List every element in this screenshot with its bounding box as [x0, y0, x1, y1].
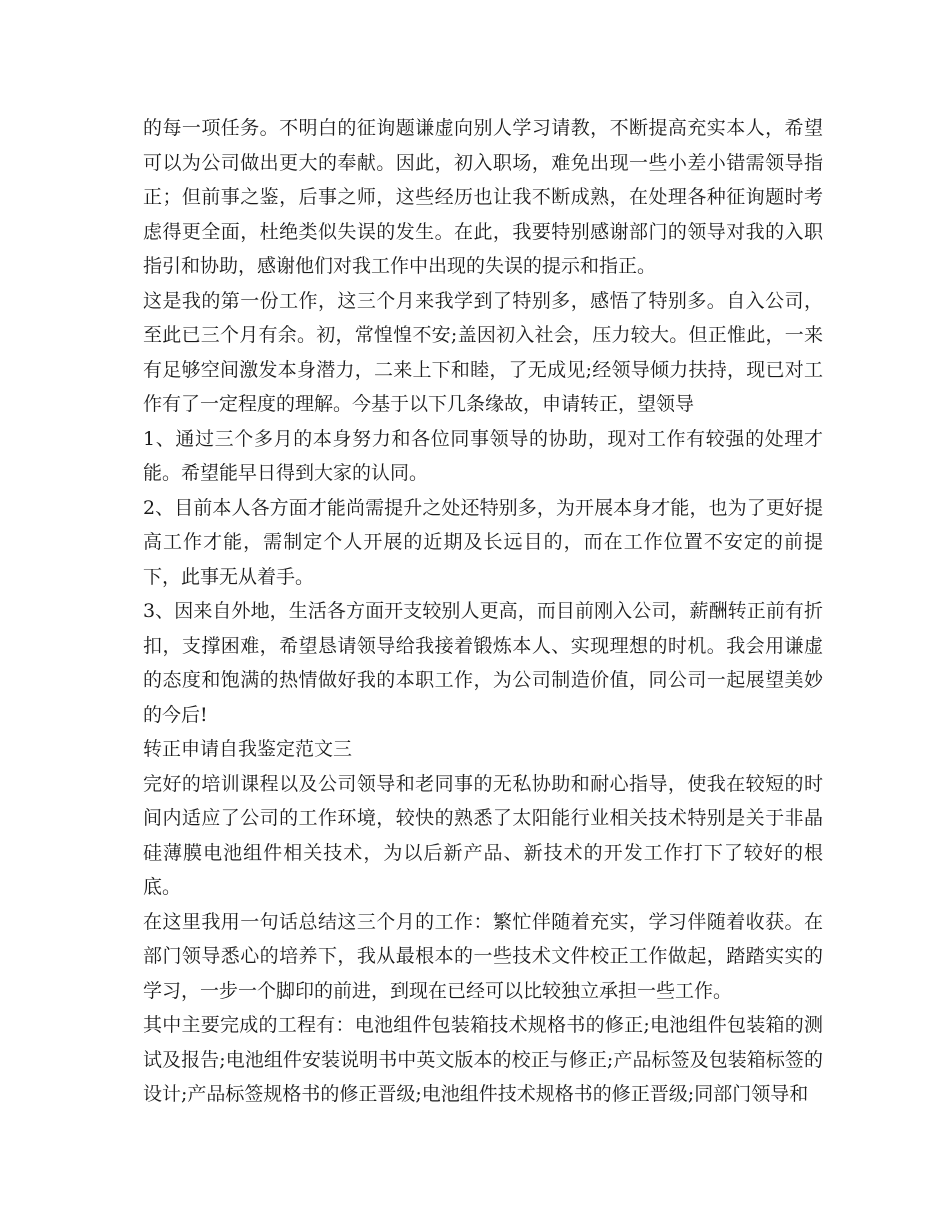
paragraph-summary: 在这里我用一句话总结这三个月的工作：繁忙伴随着充实，学习伴随着收获。在部门领导悉心的培养下，我从最根本的一些技术文件校正工作做起，踏踏实实的学习，一步一个脚印的前进，到现在已经可以比较独立承担一些工作。: [143, 910, 823, 1002]
paragraph-first-job: 这是我的第一份工作，这三个月来我学到了特别多，感悟了特别多。自入公司，至此已三个月有余。初，常惶惶不安;盖因初入社会，压力较大。但正惟此，一来有足够空间激发本身潜力，二来上下和睦，了无成见;经领导倾力扶持，现已对工作有了一定程度的理解。今基于以下几条缘故，申请转正，望领导: [143, 289, 823, 415]
paragraph-reason-1: 1、通过三个多月的本身努力和各位同事领导的协助，现对工作有较强的处理才能。希望能早日得到大家的认同。: [143, 427, 823, 484]
paragraph-reason-2: 2、目前本人各方面才能尚需提升之处还特别多，为开展本身才能，也为了更好提高工作才能，需制定个人开展的近期及长远目的，而在工作位置不安定的前提下，此事无从着手。: [143, 496, 823, 588]
paragraph-projects: 其中主要完成的工程有：电池组件包装箱技术规格书的修正;电池组件包装箱的测试及报告;电池组件安装说明书中英文版本的校正与修正;产品标签及包装箱标签的设计;产品标签规格书的修正晋级;电池组件技术规格书的修正晋级;同部门领导和: [143, 1014, 823, 1105]
document-body: [143, 111, 823, 1112]
section-heading: 转正申请自我鉴定范文三: [143, 738, 353, 760]
paragraph-training: 完好的培训课程以及公司领导和老同事的无私协助和耐心指导，使我在较短的时间内适应了公司的工作环境，较快的熟悉了太阳能行业相关技术特别是关于非晶硅薄膜电池组件相关技术，为以后新产品、新技术的开发工作打下了较好的根底。: [143, 772, 823, 898]
paragraph-intro-tasks: 的每一项任务。不明白的征询题谦虚向别人学习请教，不断提高充实本人，希望可以为公司做出更大的奉献。因此，初入职场，难免出现一些小差小错需领导指正；但前事之鉴，后事之师，这些经历也让我不断成熟，在处理各种征询题时考虑得更全面，杜绝类似失误的发生。在此，我要特别感谢部门的领导对我的入职指引和协助，感谢他们对我工作中出现的失误的提示和指正。: [143, 117, 823, 277]
paragraph-reason-3: 3、因来自外地，生活各方面开支较别人更高，而目前刚入公司，薪酬转正前有折扣，支撑困难，希望恳请领导给我接着锻炼本人、实现理想的时机。我会用谦虚的态度和饱满的热情做好我的本职工作，为公司制造价值，同公司一起展望美妙的今后!: [143, 600, 823, 726]
